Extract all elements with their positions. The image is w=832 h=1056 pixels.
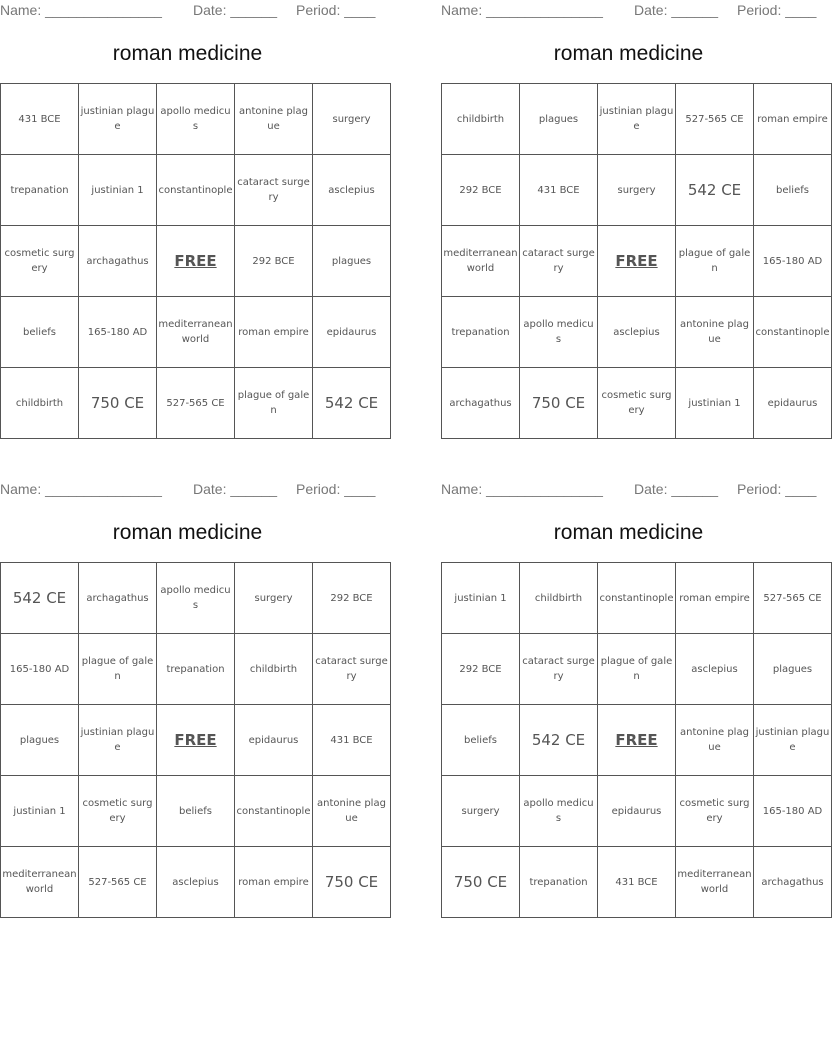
bingo-cell: justinian plague <box>79 705 157 776</box>
bingo-cell: plagues <box>1 705 79 776</box>
bingo-cell: asclepius <box>598 297 676 368</box>
bingo-cell: apollo medicus <box>157 563 235 634</box>
bingo-card <box>441 0 830 434</box>
bingo-row <box>1 226 391 297</box>
card-header <box>441 479 816 501</box>
bingo-row <box>1 776 391 847</box>
card-title: roman medicine <box>112 42 263 65</box>
bingo-grid <box>0 83 391 439</box>
bingo-cell: cataract surgery <box>313 634 391 705</box>
period-label: Period: ____ <box>737 2 817 18</box>
bingo-cell: archagathus <box>79 226 157 297</box>
bingo-cell: plagues <box>754 634 832 705</box>
bingo-cell: 527-565 CE <box>754 563 832 634</box>
free-space: FREE <box>598 705 676 776</box>
bingo-cell: cataract surgery <box>520 226 598 297</box>
bingo-row <box>442 84 832 155</box>
bingo-row <box>1 705 391 776</box>
bingo-cell: 527-565 CE <box>676 84 754 155</box>
bingo-cell: trepanation <box>157 634 235 705</box>
bingo-cell: plague of galen <box>676 226 754 297</box>
bingo-cell: 542 CE <box>676 155 754 226</box>
bingo-cell: 292 BCE <box>442 155 520 226</box>
bingo-cell: plague of galen <box>598 634 676 705</box>
bingo-cell: trepanation <box>520 847 598 918</box>
bingo-cell: cataract surgery <box>235 155 313 226</box>
bingo-cell: 165-180 AD <box>754 226 832 297</box>
bingo-cell: beliefs <box>157 776 235 847</box>
bingo-cell: 431 BCE <box>598 847 676 918</box>
bingo-cell: roman empire <box>235 297 313 368</box>
bingo-row <box>442 563 832 634</box>
bingo-cell: epidaurus <box>754 368 832 439</box>
bingo-row <box>1 155 391 226</box>
bingo-cell: 165-180 AD <box>79 297 157 368</box>
bingo-cell: 750 CE <box>313 847 391 918</box>
bingo-cell: archagathus <box>79 563 157 634</box>
bingo-card <box>441 479 830 913</box>
bingo-cell: 542 CE <box>520 705 598 776</box>
name-label: Name: _______________ <box>441 481 603 497</box>
free-space: FREE <box>157 705 235 776</box>
bingo-cell: constantinople <box>754 297 832 368</box>
bingo-row <box>1 297 391 368</box>
bingo-cell: mediterranean world <box>1 847 79 918</box>
bingo-cell: beliefs <box>1 297 79 368</box>
bingo-card <box>0 0 379 434</box>
bingo-cell: 750 CE <box>442 847 520 918</box>
bingo-cell: childbirth <box>235 634 313 705</box>
name-label: Name: _______________ <box>0 481 162 497</box>
bingo-cell: beliefs <box>442 705 520 776</box>
name-label: Name: _______________ <box>0 2 162 18</box>
bingo-row <box>442 776 832 847</box>
bingo-cell: apollo medicus <box>157 84 235 155</box>
bingo-cell: epidaurus <box>598 776 676 847</box>
bingo-row <box>1 84 391 155</box>
bingo-cell: epidaurus <box>235 705 313 776</box>
bingo-cell: constantinople <box>235 776 313 847</box>
bingo-row <box>1 563 391 634</box>
bingo-grid <box>441 562 832 918</box>
bingo-cell: mediterranean world <box>442 226 520 297</box>
bingo-cell: 165-180 AD <box>754 776 832 847</box>
card-header <box>0 0 375 22</box>
bingo-cell: childbirth <box>520 563 598 634</box>
date-label: Date: ______ <box>193 2 278 18</box>
bingo-grid <box>0 562 391 918</box>
bingo-row <box>1 634 391 705</box>
bingo-cell: asclepius <box>313 155 391 226</box>
bingo-cell: justinian 1 <box>442 563 520 634</box>
bingo-cell: mediterranean world <box>157 297 235 368</box>
bingo-cell: beliefs <box>754 155 832 226</box>
bingo-cell: 527-565 CE <box>157 368 235 439</box>
bingo-cell: asclepius <box>676 634 754 705</box>
card-header <box>0 479 375 501</box>
bingo-cell: plagues <box>520 84 598 155</box>
bingo-cell: 292 BCE <box>442 634 520 705</box>
bingo-cell: 750 CE <box>520 368 598 439</box>
bingo-cell: antonine plague <box>676 297 754 368</box>
card-title: roman medicine <box>112 521 263 544</box>
card-header <box>441 0 816 22</box>
bingo-cell: 431 BCE <box>1 84 79 155</box>
date-label: Date: ______ <box>193 481 278 497</box>
period-label: Period: ____ <box>296 2 376 18</box>
bingo-cell: trepanation <box>442 297 520 368</box>
bingo-cell: plagues <box>313 226 391 297</box>
bingo-cell: antonine plague <box>676 705 754 776</box>
bingo-cell: archagathus <box>754 847 832 918</box>
date-label: Date: ______ <box>634 481 719 497</box>
bingo-cell: justinian plague <box>754 705 832 776</box>
bingo-cell: asclepius <box>157 847 235 918</box>
bingo-cell: antonine plague <box>235 84 313 155</box>
bingo-row <box>442 368 832 439</box>
card-title: roman medicine <box>553 42 704 65</box>
bingo-cell: archagathus <box>442 368 520 439</box>
bingo-cell: cosmetic surgery <box>676 776 754 847</box>
bingo-grid <box>441 83 832 439</box>
bingo-cell: surgery <box>442 776 520 847</box>
bingo-row <box>442 634 832 705</box>
bingo-cell: justinian 1 <box>1 776 79 847</box>
bingo-cell: justinian plague <box>79 84 157 155</box>
bingo-cell: roman empire <box>676 563 754 634</box>
bingo-cell: justinian 1 <box>79 155 157 226</box>
bingo-cell: 542 CE <box>1 563 79 634</box>
bingo-row <box>442 297 832 368</box>
bingo-cell: trepanation <box>1 155 79 226</box>
bingo-cell: antonine plague <box>313 776 391 847</box>
bingo-cell: apollo medicus <box>520 297 598 368</box>
bingo-card <box>0 479 388 913</box>
bingo-row <box>1 847 391 918</box>
bingo-cell: cosmetic surgery <box>598 368 676 439</box>
bingo-cell: surgery <box>598 155 676 226</box>
bingo-cell: epidaurus <box>313 297 391 368</box>
bingo-cell: apollo medicus <box>520 776 598 847</box>
bingo-cell: 431 BCE <box>313 705 391 776</box>
bingo-cell: surgery <box>313 84 391 155</box>
bingo-row <box>442 155 832 226</box>
free-space: FREE <box>157 226 235 297</box>
bingo-cell: roman empire <box>754 84 832 155</box>
bingo-cell: surgery <box>235 563 313 634</box>
bingo-row <box>1 368 391 439</box>
card-title: roman medicine <box>553 521 704 544</box>
bingo-row <box>442 705 832 776</box>
bingo-cell: 292 BCE <box>235 226 313 297</box>
bingo-cell: 292 BCE <box>313 563 391 634</box>
period-label: Period: ____ <box>737 481 817 497</box>
bingo-cell: plague of galen <box>235 368 313 439</box>
bingo-cell: 527-565 CE <box>79 847 157 918</box>
bingo-cell: constantinople <box>157 155 235 226</box>
bingo-cell: roman empire <box>235 847 313 918</box>
bingo-row <box>442 847 832 918</box>
bingo-cell: justinian plague <box>598 84 676 155</box>
date-label: Date: ______ <box>634 2 719 18</box>
bingo-cell: 431 BCE <box>520 155 598 226</box>
bingo-cell: plague of galen <box>79 634 157 705</box>
period-label: Period: ____ <box>296 481 376 497</box>
bingo-cell: cosmetic surgery <box>79 776 157 847</box>
bingo-cell: constantinople <box>598 563 676 634</box>
bingo-cell: mediterranean world <box>676 847 754 918</box>
bingo-cell: 542 CE <box>313 368 391 439</box>
bingo-cell: childbirth <box>442 84 520 155</box>
bingo-cell: cataract surgery <box>520 634 598 705</box>
free-space: FREE <box>598 226 676 297</box>
bingo-cell: justinian 1 <box>676 368 754 439</box>
name-label: Name: _______________ <box>441 2 603 18</box>
bingo-cell: childbirth <box>1 368 79 439</box>
bingo-cell: 165-180 AD <box>1 634 79 705</box>
bingo-cell: cosmetic surgery <box>1 226 79 297</box>
bingo-cell: 750 CE <box>79 368 157 439</box>
bingo-row <box>442 226 832 297</box>
